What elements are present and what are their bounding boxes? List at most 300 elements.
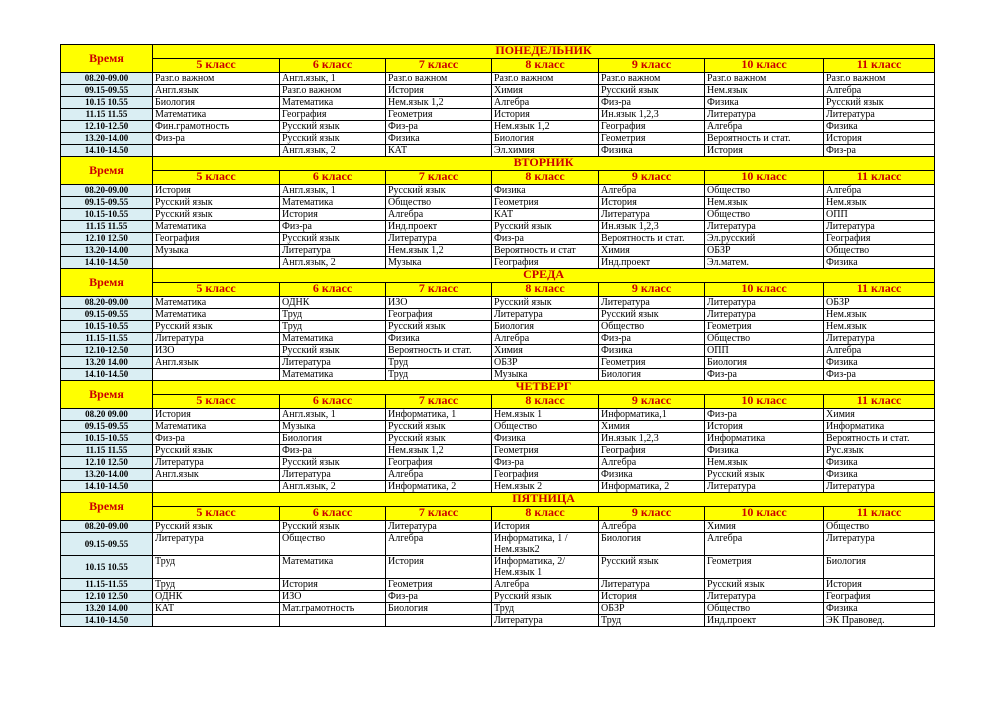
lesson-cell: Литература — [280, 245, 386, 257]
lesson-cell: Нем.язык — [824, 309, 935, 321]
lesson-cell: Алгебра — [705, 533, 824, 556]
lesson-cell: Информатика,1 — [599, 409, 705, 421]
lesson-row — [61, 121, 935, 133]
lesson-cell: История — [824, 579, 935, 591]
class-header-row — [61, 507, 935, 521]
class-header: 7 класс — [386, 283, 492, 297]
lesson-cell: Труд — [280, 321, 386, 333]
class-header: 11 класс — [824, 59, 935, 73]
lesson-cell: Алгебра — [824, 185, 935, 197]
class-header-row — [61, 171, 935, 185]
class-header: 11 класс — [824, 171, 935, 185]
lesson-cell: Литература — [599, 579, 705, 591]
lesson-cell: ЭК Правовед. — [824, 615, 935, 627]
day-title: ВТОРНИК — [153, 157, 935, 171]
lesson-time: 08.20 09.00 — [61, 409, 153, 421]
lesson-cell: Общество — [705, 333, 824, 345]
lesson-cell: Алгебра — [599, 521, 705, 533]
lesson-time: 14.10-14.50 — [61, 481, 153, 493]
lesson-cell: Музыка — [153, 245, 280, 257]
lesson-cell: Русский язык — [280, 521, 386, 533]
lesson-cell: Литература — [824, 333, 935, 345]
lesson-cell: Общество — [386, 197, 492, 209]
lesson-cell: География — [824, 591, 935, 603]
lesson-cell: Разг.о важном — [705, 73, 824, 85]
lesson-cell: Англ.язык, 1 — [280, 409, 386, 421]
lesson-cell: Физ-ра — [492, 233, 599, 245]
lesson-cell: Разг.о важном — [599, 73, 705, 85]
class-header: 9 класс — [599, 507, 705, 521]
lesson-cell: КАТ — [386, 145, 492, 157]
lesson-cell: География — [492, 257, 599, 269]
lesson-cell: Рус.язык — [824, 445, 935, 457]
lesson-cell: ОДНК — [280, 297, 386, 309]
lesson-cell: Труд — [492, 603, 599, 615]
lesson-row — [61, 579, 935, 591]
class-header: 7 класс — [386, 59, 492, 73]
lesson-cell: География — [599, 121, 705, 133]
lesson-cell: Труд — [386, 369, 492, 381]
lesson-cell: Ин.язык 1,2,3 — [599, 433, 705, 445]
lesson-cell: Общество — [824, 245, 935, 257]
class-header: 9 класс — [599, 59, 705, 73]
class-header: 11 класс — [824, 283, 935, 297]
lesson-cell: Информатика, 2/ Нем.язык 1 — [492, 556, 599, 579]
class-header: 5 класс — [153, 171, 280, 185]
lesson-cell: Информатика — [824, 421, 935, 433]
lesson-cell: География — [492, 469, 599, 481]
time-column-header: Время — [61, 493, 153, 521]
lesson-row — [61, 481, 935, 493]
lesson-cell: Геометрия — [492, 197, 599, 209]
lesson-cell: Нем.язык 1,2 — [492, 121, 599, 133]
class-header: 9 класс — [599, 395, 705, 409]
lesson-row — [61, 321, 935, 333]
lesson-cell: Физика — [824, 357, 935, 369]
lesson-cell: Алгебра — [386, 469, 492, 481]
lesson-cell: Алгебра — [824, 85, 935, 97]
class-header: 11 класс — [824, 507, 935, 521]
lesson-time: 11.15 11.55 — [61, 221, 153, 233]
lesson-row — [61, 445, 935, 457]
lesson-cell: Физика — [824, 121, 935, 133]
lesson-cell: Физ-ра — [599, 333, 705, 345]
lesson-cell: Вероятность и стат. — [599, 233, 705, 245]
lesson-cell: Англ.язык, 2 — [280, 257, 386, 269]
lesson-cell: Англ.язык — [153, 469, 280, 481]
class-header: 8 класс — [492, 507, 599, 521]
lesson-cell: История — [153, 185, 280, 197]
lesson-cell — [153, 145, 280, 157]
lesson-cell: История — [824, 133, 935, 145]
lesson-cell: Мат.грамотность — [280, 603, 386, 615]
lesson-cell: Химия — [599, 421, 705, 433]
lesson-time: 11.15 11.55 — [61, 109, 153, 121]
lesson-cell: Музыка — [386, 257, 492, 269]
lesson-cell: Физика — [386, 133, 492, 145]
lesson-cell: Физика — [824, 603, 935, 615]
lesson-time: 08.20-09.00 — [61, 297, 153, 309]
lesson-cell — [153, 615, 280, 627]
lesson-cell: Алгебра — [492, 97, 599, 109]
lesson-cell: ОБЗР — [824, 297, 935, 309]
lesson-cell: Физ-ра — [492, 457, 599, 469]
lesson-cell: Литература — [153, 457, 280, 469]
class-header: 6 класс — [280, 283, 386, 297]
lesson-cell: Геометрия — [599, 357, 705, 369]
lesson-cell: Химия — [492, 345, 599, 357]
lesson-row — [61, 421, 935, 433]
lesson-time: 11.15-11.55 — [61, 579, 153, 591]
lesson-row — [61, 257, 935, 269]
lesson-row — [61, 603, 935, 615]
lesson-cell: Англ.язык, 2 — [280, 145, 386, 157]
class-header: 10 класс — [705, 59, 824, 73]
lesson-cell: Русский язык — [280, 345, 386, 357]
lesson-cell: КАТ — [153, 603, 280, 615]
lesson-cell: Литература — [705, 481, 824, 493]
day-title: ПЯТНИЦА — [153, 493, 935, 507]
lesson-cell: Инд.проект — [386, 221, 492, 233]
lesson-time: 10.15-10.55 — [61, 433, 153, 445]
lesson-cell: Математика — [153, 221, 280, 233]
lesson-cell: Биология — [599, 369, 705, 381]
class-header: 6 класс — [280, 59, 386, 73]
lesson-cell: ОПП — [824, 209, 935, 221]
schedule-table — [60, 44, 935, 627]
class-header: 6 класс — [280, 395, 386, 409]
lesson-cell: Труд — [599, 615, 705, 627]
class-header: 6 класс — [280, 507, 386, 521]
lesson-time: 10.15 10.55 — [61, 556, 153, 579]
lesson-time: 12.10-12.50 — [61, 345, 153, 357]
lesson-cell: Литература — [492, 615, 599, 627]
lesson-cell: Музыка — [492, 369, 599, 381]
lesson-cell: Русский язык — [599, 85, 705, 97]
lesson-cell: Геометрия — [386, 109, 492, 121]
lesson-time: 14.10-14.50 — [61, 615, 153, 627]
lesson-cell: Физика — [599, 145, 705, 157]
lesson-cell: Информатика, 1 — [386, 409, 492, 421]
lesson-cell: Разг.о важном — [280, 85, 386, 97]
lesson-cell: ИЗО — [386, 297, 492, 309]
lesson-time: 14.10-14.50 — [61, 145, 153, 157]
lesson-cell: Геометрия — [599, 133, 705, 145]
lesson-cell: Физ-ра — [280, 445, 386, 457]
lesson-cell: Вероятность и стат — [492, 245, 599, 257]
lesson-cell: Общество — [824, 521, 935, 533]
lesson-time: 13.20-14.00 — [61, 133, 153, 145]
lesson-cell: Физика — [705, 97, 824, 109]
lesson-cell: Физ-ра — [386, 121, 492, 133]
day-title: СРЕДА — [153, 269, 935, 283]
class-header: 9 класс — [599, 171, 705, 185]
lesson-cell: Литература — [153, 533, 280, 556]
lesson-cell: Англ.язык, 1 — [280, 73, 386, 85]
lesson-row — [61, 145, 935, 157]
lesson-cell: История — [492, 109, 599, 121]
lesson-cell: Физ-ра — [599, 97, 705, 109]
day-header-row — [61, 45, 935, 59]
lesson-cell: Биология — [153, 97, 280, 109]
lesson-cell: Информатика — [705, 433, 824, 445]
lesson-time: 13.20 14.00 — [61, 603, 153, 615]
lesson-cell: Литература — [280, 469, 386, 481]
lesson-row — [61, 615, 935, 627]
lesson-cell — [153, 257, 280, 269]
lesson-cell: Общество — [705, 185, 824, 197]
lesson-cell: Русский язык — [705, 579, 824, 591]
lesson-time: 10.15-10.55 — [61, 321, 153, 333]
lesson-cell: Химия — [492, 85, 599, 97]
lesson-cell: Литература — [386, 233, 492, 245]
lesson-cell: Русский язык — [386, 321, 492, 333]
lesson-cell: География — [280, 109, 386, 121]
lesson-cell: Эл.русский — [705, 233, 824, 245]
lesson-row — [61, 245, 935, 257]
lesson-cell: Вероятность и стат. — [386, 345, 492, 357]
class-header: 5 класс — [153, 283, 280, 297]
lesson-cell: Литература — [824, 109, 935, 121]
lesson-time: 14.10-14.50 — [61, 257, 153, 269]
lesson-time: 08.20-09.00 — [61, 73, 153, 85]
lesson-cell: Алгебра — [824, 345, 935, 357]
lesson-cell: Русский язык — [492, 297, 599, 309]
lesson-time: 11.15-11.55 — [61, 333, 153, 345]
lesson-time: 09.15-09.55 — [61, 533, 153, 556]
lesson-cell: Геометрия — [705, 321, 824, 333]
lesson-row — [61, 333, 935, 345]
class-header: 8 класс — [492, 59, 599, 73]
lesson-cell: Физ-ра — [153, 433, 280, 445]
lesson-cell: Англ.язык — [153, 357, 280, 369]
lesson-cell: Общество — [705, 209, 824, 221]
lesson-cell: Алгебра — [492, 333, 599, 345]
time-column-header: Время — [61, 269, 153, 297]
class-header: 8 класс — [492, 171, 599, 185]
lesson-cell: Физика — [824, 469, 935, 481]
lesson-cell: Общество — [705, 603, 824, 615]
lesson-cell: Нем.язык 1 — [492, 409, 599, 421]
lesson-cell: Русский язык — [599, 556, 705, 579]
day-header-row — [61, 493, 935, 507]
schedule-body — [61, 45, 935, 627]
lesson-cell: История — [705, 145, 824, 157]
lesson-time: 11.15 11.55 — [61, 445, 153, 457]
lesson-cell — [153, 481, 280, 493]
lesson-row — [61, 345, 935, 357]
lesson-cell: Инд.проект — [705, 615, 824, 627]
lesson-cell: Русский язык — [153, 521, 280, 533]
lesson-time: 12.10 12.50 — [61, 591, 153, 603]
lesson-row — [61, 409, 935, 421]
lesson-cell: Русский язык — [705, 469, 824, 481]
lesson-row — [61, 521, 935, 533]
lesson-cell: Физ-ра — [153, 133, 280, 145]
lesson-time: 10.15 10.55 — [61, 97, 153, 109]
lesson-cell: Алгебра — [386, 533, 492, 556]
time-column-header: Время — [61, 45, 153, 73]
lesson-cell: Труд — [153, 556, 280, 579]
lesson-cell: Биология — [705, 357, 824, 369]
lesson-cell: Информатика, 2 — [599, 481, 705, 493]
lesson-time: 13.20-14.00 — [61, 469, 153, 481]
lesson-time: 09.15-09.55 — [61, 85, 153, 97]
lesson-row — [61, 309, 935, 321]
lesson-row — [61, 233, 935, 245]
class-header-row — [61, 395, 935, 409]
lesson-cell: История — [280, 209, 386, 221]
lesson-time: 12.10 12.50 — [61, 233, 153, 245]
class-header-row — [61, 283, 935, 297]
lesson-cell: Эл.матем. — [705, 257, 824, 269]
lesson-cell: Труд — [386, 357, 492, 369]
class-header: 7 класс — [386, 507, 492, 521]
lesson-time: 09.15-09.55 — [61, 309, 153, 321]
lesson-cell: Англ.язык — [153, 85, 280, 97]
lesson-cell: История — [599, 197, 705, 209]
lesson-row — [61, 221, 935, 233]
class-header: 11 класс — [824, 395, 935, 409]
lesson-cell: История — [599, 591, 705, 603]
lesson-cell: Литература — [705, 309, 824, 321]
lesson-cell: Русский язык — [386, 421, 492, 433]
lesson-cell: Физ-ра — [705, 409, 824, 421]
lesson-row — [61, 533, 935, 556]
lesson-row — [61, 457, 935, 469]
lesson-cell: Алгебра — [386, 209, 492, 221]
lesson-cell: Русский язык — [153, 445, 280, 457]
lesson-cell: Химия — [824, 409, 935, 421]
lesson-cell: Русский язык — [492, 591, 599, 603]
lesson-cell: КАТ — [492, 209, 599, 221]
lesson-cell: Вероятность и стат. — [705, 133, 824, 145]
lesson-row — [61, 369, 935, 381]
lesson-cell: ИЗО — [280, 591, 386, 603]
lesson-cell: Русский язык — [153, 197, 280, 209]
class-header: 8 класс — [492, 395, 599, 409]
lesson-cell: Биология — [599, 533, 705, 556]
lesson-row — [61, 133, 935, 145]
lesson-time: 08.20-09.00 — [61, 521, 153, 533]
lesson-cell: Общество — [492, 421, 599, 433]
lesson-cell — [280, 615, 386, 627]
lesson-cell: Нем.язык 1,2 — [386, 445, 492, 457]
lesson-cell: История — [386, 85, 492, 97]
lesson-cell: История — [386, 556, 492, 579]
lesson-cell: История — [153, 409, 280, 421]
lesson-cell: ОПП — [705, 345, 824, 357]
lesson-cell: Физика — [824, 457, 935, 469]
lesson-time: 09.15-09.55 — [61, 197, 153, 209]
lesson-cell: Русский язык — [492, 221, 599, 233]
lesson-cell: Ин.язык 1,2,3 — [599, 221, 705, 233]
lesson-cell: ОДНК — [153, 591, 280, 603]
lesson-cell: Эл.химия — [492, 145, 599, 157]
lesson-cell: Литература — [824, 221, 935, 233]
lesson-cell: Нем.язык 1,2 — [386, 97, 492, 109]
lesson-cell: Биология — [492, 133, 599, 145]
lesson-row — [61, 109, 935, 121]
lesson-time: 10.15-10.55 — [61, 209, 153, 221]
lesson-row — [61, 297, 935, 309]
class-header-row — [61, 59, 935, 73]
lesson-cell: Физ-ра — [280, 221, 386, 233]
lesson-cell: Биология — [824, 556, 935, 579]
lesson-row — [61, 197, 935, 209]
lesson-cell: Алгебра — [492, 579, 599, 591]
lesson-cell: География — [386, 309, 492, 321]
lesson-cell: Физика — [599, 345, 705, 357]
lesson-cell: Литература — [705, 221, 824, 233]
lesson-cell: Математика — [153, 109, 280, 121]
lesson-cell: Нем.язык 1,2 — [386, 245, 492, 257]
lesson-cell: Общество — [599, 321, 705, 333]
lesson-cell: Нем.язык — [705, 457, 824, 469]
lesson-cell: Русский язык — [153, 321, 280, 333]
lesson-cell: Математика — [280, 197, 386, 209]
lesson-cell: География — [599, 445, 705, 457]
class-header: 10 класс — [705, 507, 824, 521]
class-header: 8 класс — [492, 283, 599, 297]
lesson-row — [61, 433, 935, 445]
lesson-cell: Физика — [492, 433, 599, 445]
lesson-cell: Русский язык — [280, 457, 386, 469]
class-header: 10 класс — [705, 171, 824, 185]
class-header: 7 класс — [386, 171, 492, 185]
lesson-cell: Литература — [153, 333, 280, 345]
lesson-cell: История — [705, 421, 824, 433]
lesson-cell: История — [280, 579, 386, 591]
lesson-cell: Нем.язык 2 — [492, 481, 599, 493]
lesson-cell: Нем.язык — [824, 321, 935, 333]
day-title: ЧЕТВЕРГ — [153, 381, 935, 395]
lesson-cell: Фин.грамотность — [153, 121, 280, 133]
lesson-cell: ОБЗР — [705, 245, 824, 257]
day-header-row — [61, 157, 935, 171]
lesson-cell: Литература — [705, 297, 824, 309]
class-header: 7 класс — [386, 395, 492, 409]
lesson-cell: Музыка — [280, 421, 386, 433]
class-header: 9 класс — [599, 283, 705, 297]
lesson-cell: География — [386, 457, 492, 469]
lesson-row — [61, 556, 935, 579]
lesson-cell: Литература — [492, 309, 599, 321]
lesson-cell: Ин.язык 1,2,3 — [599, 109, 705, 121]
lesson-row — [61, 469, 935, 481]
lesson-cell: Русский язык — [280, 233, 386, 245]
lesson-cell: Химия — [705, 521, 824, 533]
lesson-cell: История — [492, 521, 599, 533]
lesson-cell: Труд — [153, 579, 280, 591]
lesson-cell: Химия — [599, 245, 705, 257]
lesson-cell: ОБЗР — [492, 357, 599, 369]
lesson-cell: Физ-ра — [824, 145, 935, 157]
lesson-cell: ОБЗР — [599, 603, 705, 615]
class-header: 6 класс — [280, 171, 386, 185]
lesson-cell: Русский язык — [599, 309, 705, 321]
lesson-cell: Вероятность и стат. — [824, 433, 935, 445]
lesson-cell: Литература — [824, 481, 935, 493]
lesson-time: 13.20 14.00 — [61, 357, 153, 369]
lesson-cell: Разг.о важном — [492, 73, 599, 85]
lesson-row — [61, 85, 935, 97]
lesson-cell: Геометрия — [386, 579, 492, 591]
lesson-cell: Инд.проект — [599, 257, 705, 269]
lesson-cell: Алгебра — [599, 185, 705, 197]
lesson-time: 13.20-14.00 — [61, 245, 153, 257]
lesson-cell: Разг.о важном — [153, 73, 280, 85]
